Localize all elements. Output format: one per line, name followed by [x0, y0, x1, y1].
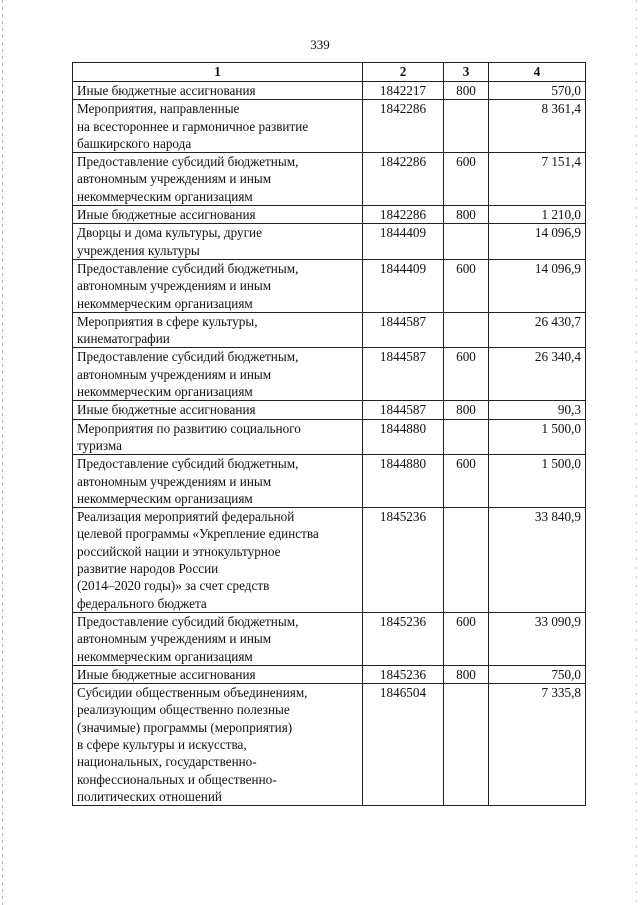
header-col-3: 3: [444, 63, 489, 82]
row-name-cell: Иные бюджетные ассигнования: [73, 82, 363, 100]
scan-edge-right: [636, 0, 637, 905]
row-name-cell: Предоставление субсидий бюджетным, автономным учреждениям и иным некоммерческим организациям: [73, 259, 363, 312]
row-name-cell: Мероприятия в сфере культуры, кинематографии: [73, 312, 363, 348]
table-row: [73, 82, 586, 100]
table-row: [73, 419, 586, 455]
row-code-cell: 1844587: [363, 401, 444, 419]
row-code-cell: 1845236: [363, 665, 444, 683]
row-name-cell: Предоставление субсидий бюджетным, автономным учреждениям и иным некоммерческим организациям: [73, 612, 363, 665]
row-type-cell: 600: [444, 612, 489, 665]
row-sum-cell: 8 361,4: [489, 100, 586, 153]
budget-table: [72, 62, 586, 806]
table-body: [73, 82, 586, 806]
row-name-cell: Предоставление субсидий бюджетным, автономным учреждениям и иным некоммерческим организациям: [73, 153, 363, 206]
row-sum-cell: 750,0: [489, 665, 586, 683]
row-code-cell: 1844409: [363, 259, 444, 312]
row-name-cell: Субсидии общественным объединениям, реализующим общественно полезные (значимые) программы (мероприятия) в сфере культуры и искусства, национальных, государственно- конфессиональных и общественно- политических отношений: [73, 684, 363, 806]
row-type-cell: 800: [444, 665, 489, 683]
row-type-cell: 600: [444, 348, 489, 401]
row-sum-cell: 26 430,7: [489, 312, 586, 348]
table-row: [73, 100, 586, 153]
row-sum-cell: 33 840,9: [489, 508, 586, 613]
scan-edge-left: [2, 0, 3, 905]
table-row: [73, 684, 586, 806]
row-type-cell: [444, 312, 489, 348]
table-row: [73, 348, 586, 401]
row-type-cell: [444, 100, 489, 153]
header-col-2: 2: [363, 63, 444, 82]
table-row: [73, 153, 586, 206]
row-type-cell: 600: [444, 259, 489, 312]
table-row: [73, 508, 586, 613]
row-code-cell: 1842286: [363, 153, 444, 206]
row-name-cell: Предоставление субсидий бюджетным, автономным учреждениям и иным некоммерческим организациям: [73, 455, 363, 508]
row-type-cell: 600: [444, 153, 489, 206]
row-type-cell: 800: [444, 401, 489, 419]
row-code-cell: 1844409: [363, 224, 444, 260]
table-row: [73, 206, 586, 224]
table-header-row: [73, 63, 586, 82]
row-type-cell: [444, 508, 489, 613]
row-sum-cell: 14 096,9: [489, 259, 586, 312]
row-code-cell: 1844880: [363, 455, 444, 508]
table-row: [73, 312, 586, 348]
table-row: [73, 665, 586, 683]
row-sum-cell: 90,3: [489, 401, 586, 419]
row-sum-cell: 26 340,4: [489, 348, 586, 401]
row-code-cell: 1845236: [363, 612, 444, 665]
header-col-1: 1: [73, 63, 363, 82]
row-code-cell: 1844880: [363, 419, 444, 455]
row-type-cell: 600: [444, 455, 489, 508]
row-code-cell: 1844587: [363, 312, 444, 348]
row-name-cell: Иные бюджетные ассигнования: [73, 665, 363, 683]
row-code-cell: 1842286: [363, 100, 444, 153]
row-code-cell: 1842286: [363, 206, 444, 224]
table-row: [73, 455, 586, 508]
row-type-cell: [444, 684, 489, 806]
row-name-cell: Мероприятия, направленные на всестороннее и гармоничное развитие башкирского народа: [73, 100, 363, 153]
row-sum-cell: 33 090,9: [489, 612, 586, 665]
row-name-cell: Дворцы и дома культуры, другие учреждения культуры: [73, 224, 363, 260]
table-row: [73, 259, 586, 312]
row-sum-cell: 7 151,4: [489, 153, 586, 206]
row-name-cell: Предоставление субсидий бюджетным, автономным учреждениям и иным некоммерческим организациям: [73, 348, 363, 401]
row-name-cell: Иные бюджетные ассигнования: [73, 206, 363, 224]
row-name-cell: Реализация мероприятий федеральной целевой программы «Укрепление единства российской нации и этнокультурное развитие народов России (2014–2020 годы)» за счет средств федерального бюджета: [73, 508, 363, 613]
table-row: [73, 224, 586, 260]
row-sum-cell: 1 500,0: [489, 419, 586, 455]
row-code-cell: 1845236: [363, 508, 444, 613]
table-row: [73, 612, 586, 665]
header-col-4: 4: [489, 63, 586, 82]
row-sum-cell: 14 096,9: [489, 224, 586, 260]
row-sum-cell: 1 210,0: [489, 206, 586, 224]
row-type-cell: 800: [444, 206, 489, 224]
row-name-cell: Иные бюджетные ассигнования: [73, 401, 363, 419]
page-number: 339: [310, 37, 330, 52]
row-name-cell: Мероприятия по развитию социального туризма: [73, 419, 363, 455]
row-code-cell: 1844587: [363, 348, 444, 401]
row-sum-cell: 570,0: [489, 82, 586, 100]
row-type-cell: [444, 419, 489, 455]
table-row: [73, 401, 586, 419]
row-sum-cell: 7 335,8: [489, 684, 586, 806]
row-sum-cell: 1 500,0: [489, 455, 586, 508]
row-code-cell: 1842217: [363, 82, 444, 100]
row-code-cell: 1846504: [363, 684, 444, 806]
row-type-cell: 800: [444, 82, 489, 100]
row-type-cell: [444, 224, 489, 260]
